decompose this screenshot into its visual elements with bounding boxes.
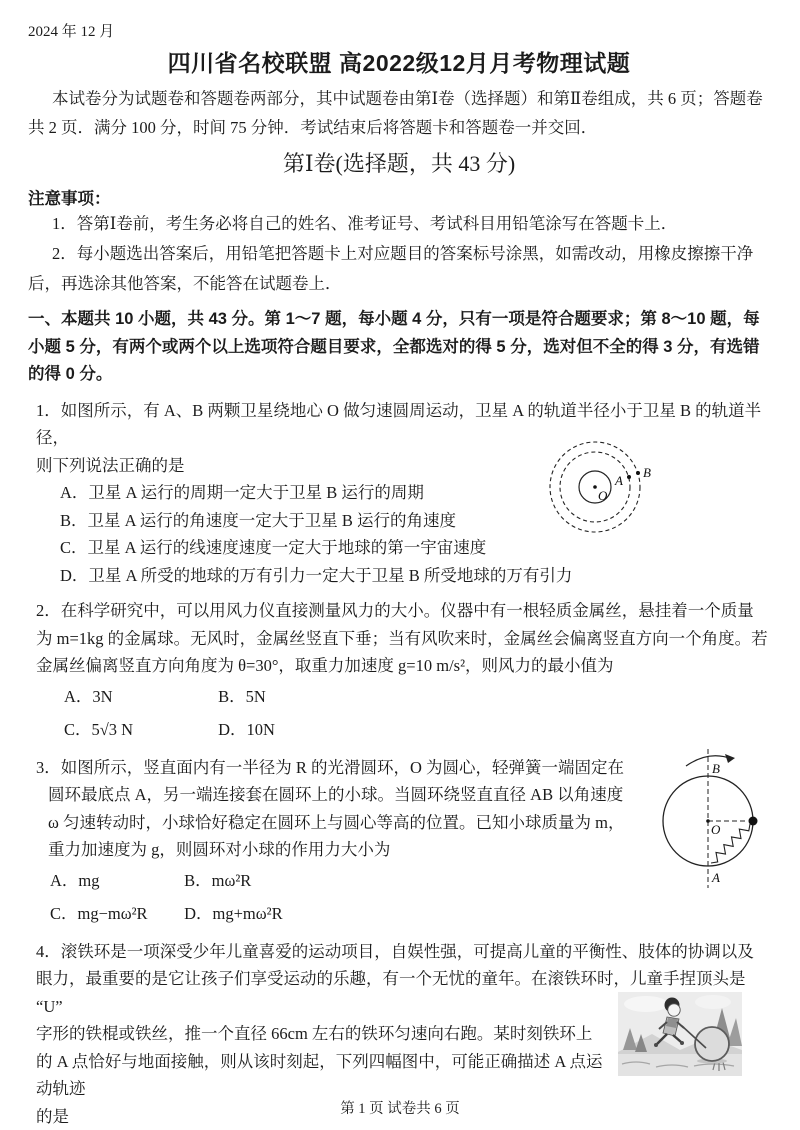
cloud-shape xyxy=(624,996,668,1012)
notice-item-2: 2．每小题选出答案后，用铅笔把答题卡上对应题目的答案标号涂黑，如需改动，用橡皮擦擦干净后，再选涂其他答案，不能答在试题卷上． xyxy=(28,244,754,293)
q1-label-B: B xyxy=(643,464,651,480)
child-shoe-front xyxy=(680,1041,684,1045)
part1-instruction: 一、本题共 10 小题，共 43 分。第 1～7 题，每小题 4 分，只有一项是符合题要求；第 8～10 题，每小题 5 分，有两个或两个以上选项符合题目要求，全都选对的得 5 分，选对但不全的得 3 分，有选错的得 0 分。 xyxy=(28,310,760,383)
q1-satellite-orbits-figure xyxy=(545,433,670,545)
q1-stem-line2: 则下列说法正确的是 xyxy=(36,455,185,475)
q1-label-O: O xyxy=(598,487,608,503)
paper-intro: 本试卷分为试题卷和答题卷两部分，其中试题卷由第Ⅰ卷（选择题）和第Ⅱ卷组成，共 6 页；答题卷共 2 页．满分 100 分，时间 75 分钟．考试结束后将答题卡和答题卷一并交回． xyxy=(28,89,763,137)
section1-heading: 第Ⅰ卷(选择题，共 43 分) xyxy=(282,151,516,176)
notice-item-1: 1．答第Ⅰ卷前，考生务必将自己的姓名、准考证号、考试科目用铅笔涂写在答题卡上． xyxy=(52,214,678,233)
q3-option-a: A．mg xyxy=(50,870,100,890)
question-3 xyxy=(28,754,770,930)
child-face xyxy=(668,1003,680,1015)
q4-hoop-rolling-illustration xyxy=(618,992,742,1076)
q1-option-d: D．卫星 A 所受的地球的万有引力一定大于卫星 B 所受地球的万有引力 xyxy=(60,565,573,585)
q1-label-A: A xyxy=(615,472,623,488)
satellite-b-dot xyxy=(636,471,640,475)
q3-option-d: D．mg+mω²R xyxy=(184,903,283,923)
paper-date: 2024 年 12 月 xyxy=(28,24,115,40)
q1-option-b: B．卫星 A 运行的角速度一定大于卫星 B 运行的角速度 xyxy=(60,510,457,530)
question-2 xyxy=(28,597,770,746)
paper-title: 四川省名校联盟 高2022级12月月考物理试题 xyxy=(167,50,631,76)
q3-label-B: B xyxy=(712,760,720,776)
q3-option-b: B．mω²R xyxy=(184,870,252,890)
q1-stem-line1: 1．如图所示，有 A、B 两颗卫星绕地心 O 做匀速圆周运动，卫星 A 的轨道半径小于卫星 B 的轨道半径， xyxy=(36,400,762,447)
q3-label-O: O xyxy=(711,821,721,837)
rotation-arrow-arc xyxy=(686,755,732,765)
q2-options-row2 xyxy=(64,713,770,746)
question-1 xyxy=(28,397,770,590)
q2-stem: 2．在科学研究中，可以用风力仪直接测量风力的大小。仪器中有一根轻质金属丝，悬挂着一个质量为 m=1kg 的金属球。无风时，金属丝竖直下垂；当有风吹来时，金属丝会偏离竖直方向一个角度。若金属丝偏离竖直方向角度为 θ=30°，取重力加速度 g=10 m/s²，则风力的最小值为 xyxy=(36,601,768,675)
q1-option-a: A．卫星 A 运行的周期一定大于卫星 B 运行的周期 xyxy=(60,483,424,502)
q4-stem-part2: 字形的铁棍或铁丝，推一个直径 66cm 左右的铁环匀速向右跑。某时刻铁环上的 A 点恰好与地面接触，则从该时刻起，下列四幅图中，可能正确描述 A 点运动轨迹 xyxy=(36,1024,603,1098)
q2-options-row1 xyxy=(64,680,770,713)
q3-rotating-ring-figure xyxy=(648,746,788,898)
q4-stem-part1: 4．滚铁环是一项深受少年儿童喜爱的运动项目，自娱性强，可提高儿童的平衡性、肢体的协调以及眼力，最重要的是它让孩子们享受运动的乐趣，有一个无忧的童年。在滚铁环时，儿童手捏顶头是“U” xyxy=(36,941,754,1016)
rotation-arrow-head xyxy=(725,754,735,763)
page-footer: 第 1 页 试卷共 6 页 xyxy=(340,1100,460,1117)
q2-option-a: A．3N xyxy=(64,686,113,706)
q1-option-c: C．卫星 A 运行的线速度速度一定大于地球的第一宇宙速度 xyxy=(60,538,487,557)
q2-option-b: B．5N xyxy=(218,686,266,706)
notice-title: 注意事项： xyxy=(28,190,111,208)
cloud-shape-2 xyxy=(695,995,731,1009)
q3-options-row2 xyxy=(50,897,770,930)
earth-center-dot xyxy=(593,485,597,489)
child-shoe-back xyxy=(654,1043,658,1047)
q2-option-c: C．5√3 N xyxy=(64,719,134,739)
q4-stem-part3: 的是 xyxy=(36,1106,69,1126)
q2-option-d: D．10N xyxy=(218,719,275,739)
iron-hoop xyxy=(695,1027,729,1061)
q3-label-A: A xyxy=(712,869,720,885)
q3-option-c: C．mg−mω²R xyxy=(50,903,148,923)
satellite-a-dot xyxy=(627,475,631,479)
q3-stem: 3．如图所示，竖直面内有一半径为 R 的光滑圆环，O 为圆心，轻弹簧一端固定在圆环最底点 A，另一端连接套在圆环上的小球。当圆环绕竖直直径 AB 以角速度 ω 匀速转动时，小球恰好稳定在圆环上与圆心等高的位置。已知小球质量为 m，重力加速度为 g，则圆环对小球的作用力大小为 xyxy=(36,757,625,859)
